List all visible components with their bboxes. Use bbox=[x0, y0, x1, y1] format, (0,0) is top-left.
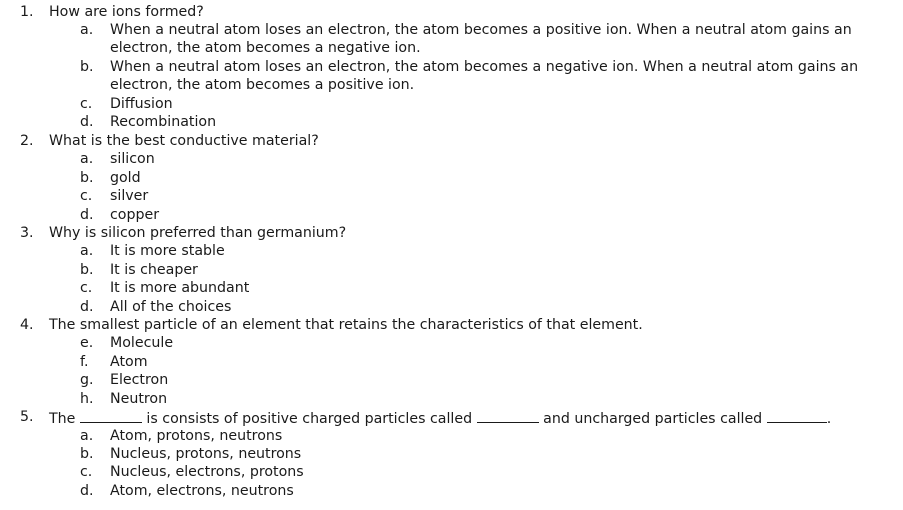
option-text: Diffusion bbox=[110, 96, 173, 112]
answer-blank-1 bbox=[80, 408, 142, 423]
question-text: How are ions formed? bbox=[49, 4, 204, 20]
option-letter: d. bbox=[80, 299, 94, 315]
question-text-part: . bbox=[826, 411, 832, 427]
option-letter: d. bbox=[80, 114, 94, 130]
option-letter: c. bbox=[80, 280, 93, 296]
option-text: Atom, electrons, neutrons bbox=[110, 483, 294, 499]
option-text: Recombination bbox=[110, 114, 217, 130]
option-text: Neutron bbox=[110, 391, 168, 407]
answer-blank-2 bbox=[477, 408, 539, 423]
option-letter: h. bbox=[80, 391, 94, 407]
option-text: silicon bbox=[110, 151, 155, 167]
question-text: Why is silicon preferred than germanium? bbox=[49, 225, 347, 241]
option-letter: c. bbox=[80, 464, 93, 480]
option-text: It is cheaper bbox=[110, 262, 198, 278]
option-text: When a neutral atom loses an electron, the atom becomes a negative ion. When a neutral atom gains an electron, the atom becomes a positive ion. bbox=[110, 59, 859, 93]
option-letter: c. bbox=[80, 188, 93, 204]
option-text: gold bbox=[110, 170, 141, 186]
question-number: 2. bbox=[20, 133, 34, 149]
option-text: Atom bbox=[110, 354, 148, 370]
option-letter: a. bbox=[80, 243, 94, 259]
question-number: 1. bbox=[20, 4, 34, 20]
question-text-part: The bbox=[49, 411, 76, 427]
option-text: Molecule bbox=[110, 335, 174, 351]
question-text bbox=[49, 408, 831, 428]
option-letter: c. bbox=[80, 96, 93, 112]
option-letter: d. bbox=[80, 207, 94, 223]
question-text-part: and uncharged particles called bbox=[543, 411, 763, 427]
option-text: Electron bbox=[110, 372, 169, 388]
question-number: 4. bbox=[20, 317, 34, 333]
option-text: Nucleus, electrons, protons bbox=[110, 464, 304, 480]
option-text: silver bbox=[110, 188, 149, 204]
option-letter: b. bbox=[80, 262, 94, 278]
question-number: 5. bbox=[20, 409, 34, 425]
option-letter: d. bbox=[80, 483, 94, 499]
option-text: Atom, protons, neutrons bbox=[110, 428, 283, 444]
answer-blank-3 bbox=[767, 408, 827, 423]
option-letter: a. bbox=[80, 428, 94, 444]
option-text: When a neutral atom loses an electron, the atom becomes a positive ion. When a neutral atom gains an electron, the atom becomes a negative ion. bbox=[110, 22, 852, 56]
question-number: 3. bbox=[20, 225, 34, 241]
option-letter: b. bbox=[80, 59, 94, 75]
question-text-part: is consists of positive charged particles called bbox=[146, 411, 473, 427]
question-text: What is the best conductive material? bbox=[49, 133, 319, 149]
question-text: The smallest particle of an element that retains the characteristics of that element. bbox=[49, 317, 643, 333]
option-text: It is more stable bbox=[110, 243, 225, 259]
option-letter: a. bbox=[80, 151, 94, 167]
option-text: It is more abundant bbox=[110, 280, 250, 296]
option-letter: b. bbox=[80, 170, 94, 186]
option-letter: g. bbox=[80, 372, 94, 388]
option-letter: b. bbox=[80, 446, 94, 462]
option-letter: e. bbox=[80, 335, 94, 351]
option-letter: f. bbox=[80, 354, 89, 370]
option-text: All of the choices bbox=[110, 299, 232, 315]
option-text: copper bbox=[110, 207, 160, 223]
option-text: Nucleus, protons, neutrons bbox=[110, 446, 302, 462]
option-letter: a. bbox=[80, 22, 94, 38]
